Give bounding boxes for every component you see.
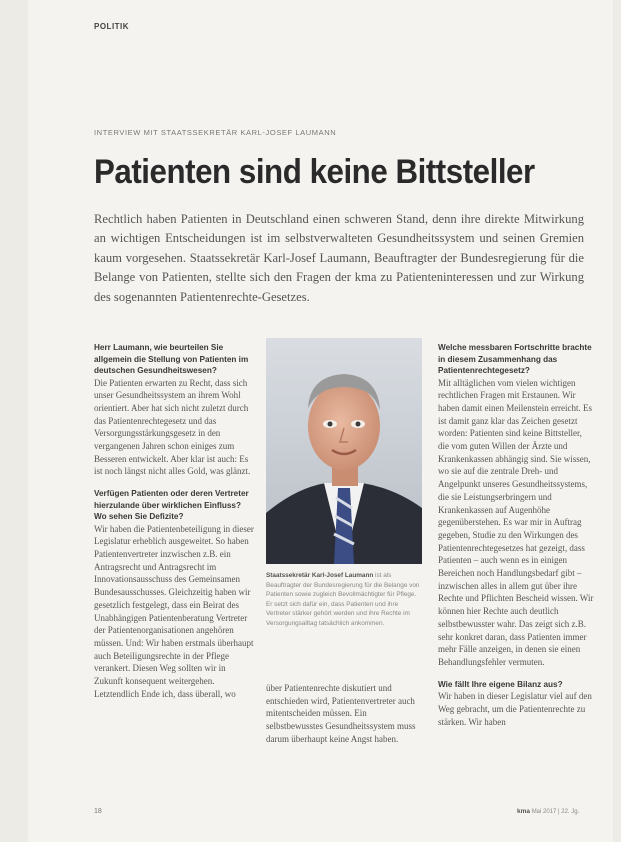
headline: Patienten sind keine Bittsteller bbox=[94, 153, 535, 191]
column-3 bbox=[438, 342, 594, 738]
caption-text: ist als Beauftragter der Bundesregierung für die Belange von Patienten sowie zugleich Bevollmächtigter für Pflege. Er setzt sich dafür ein, dass Patienten und ihre Vertreter stärker gehört werden und ihre Rechte im Versorgungsalltag tatsächlich ankommen. bbox=[266, 572, 420, 627]
kicker: INTERVIEW MIT STAATSSEKRETÄR KARL-JOSEF LAUMANN bbox=[94, 128, 337, 137]
column-2-text: über Patientenrechte diskutiert und entschieden wird, Patientenvertreter auch mitentscheiden müssen. Ein selbstbewusstes Gesundheitssystem muss darum überhaupt keine Angst haben. bbox=[266, 683, 416, 744]
answer: Wir haben die Patientenbeteiligung in dieser Legislatur erheblich ausgeweitet. So haben Patientenvertreter inzwischen z.B. ein Antragsrecht und Antragsrecht im Innovationsausschuss des Gemeinsamen Bundesausschusses. Gleichzeitig haben wir gesetzlich festgelegt, dass ein Beirat des Unabhängigen Patientenberatung Vertreter der Patientenorganisationen angehören müssen. Und: Wir haben erstmals überhaupt auch Beteiligungsrechte in der Pflege verankert. Diesen Weg sollten wir in Zukunft konsequent weitergehen. Letztendlich Ende ich, dass überall, wo bbox=[94, 523, 254, 699]
footer-magazine bbox=[517, 808, 579, 815]
question: Verfügen Patienten oder deren Vertreter hierzulande über wirklichen Einfluss? Wo sehen Sie Defizite? bbox=[94, 489, 249, 522]
answer: Die Patienten erwarten zu Recht, dass sich unser Gesundheitssystem an ihrem Wohl orientiert. Aber hat sich nicht zuletzt durch das Patientenrechtegesetz und das Versorgungsstärkungsgesetz in den vergangenen Jahren schon einiges zum Besseren entwickelt. Aber klar ist auch: Es ist noch längst nicht alles Gold, was glänzt. bbox=[94, 377, 251, 477]
issue-info: Mai 2017 | 22. Jg. bbox=[531, 809, 580, 815]
photo-caption bbox=[266, 571, 422, 629]
question: Herr Laumann, wie beurteilen Sie allgemein die Stellung von Patienten im deutschen Gesundheitswesen? bbox=[94, 343, 249, 375]
answer: Mit alltäglichen vom vielen wichtigen rechtlichen Fragen mit Erstaunen. Wir haben damit einen Meilenstein erreicht. Es ist damit ganz klar das Zeichen gesetzt worden: Patienten sind keine Bittsteller, die vom guten Willen der Ärzte und Krankenkassen abhängig sind. Sie wissen, wo sie auf die zentrale Dreh- und Angelpunkt unseres Gesundheitssystems, die sie Leistungserbringern und Krankenkassen auf Augenhöhe gegenüberstehen. Es war mir in Auftrag gegeben, Studie zu den Wirkungen des Patientenrechtegesetzes hat gezeigt, dass Patienten – auch wenn es in einigen Bereichen noch Handlungsbedarf gibt – inzwischen alles in allem gut über ihre Rechte und Pflichten Bescheid wissen. Wir können hier Rechte auch deutlich selbstbewusster wahr. Das zeigt sich z.B. sehr konkret daran, dass Patienten immer mehr Fälle anzeigen, in denen sie einen Behandlungsfehler vermuten. bbox=[438, 377, 594, 667]
answer: Wir haben in dieser Legislatur viel auf den Weg gebracht, um die Patientenrechte zu stärken. Wir haben bbox=[438, 691, 592, 727]
caption-name: Staatssekretär Karl-Josef Laumann bbox=[266, 572, 374, 579]
section-label: POLITIK bbox=[94, 22, 130, 31]
portrait-photo bbox=[266, 338, 422, 564]
question: Wie fällt Ihre eigene Bilanz aus? bbox=[438, 679, 563, 689]
column-1 bbox=[94, 342, 254, 710]
page-number: 18 bbox=[94, 808, 102, 815]
lead-paragraph: Rechtlich haben Patienten in Deutschland einen schweren Stand, denn ihre direkte Mitwirkung an wichtigen Entscheidungen ist im selbstverwalteten Gesundheitssystem und seinen Gremien kaum vorgesehen. Staatssekretär Karl-Josef Laumann, Beauftragter der Bundesregierung für die Belange von Patienten, stellte sich den Fragen der kma zu Patienteninteressen und zur Wirkung des sogenannten Patientenrechte-Gesetzes. bbox=[94, 212, 584, 304]
magazine-name: kma bbox=[517, 808, 531, 815]
question: Welche messbaren Fortschritte brachte in diesem Zusammenhang das Patientenrechtegesetz? bbox=[438, 343, 592, 375]
